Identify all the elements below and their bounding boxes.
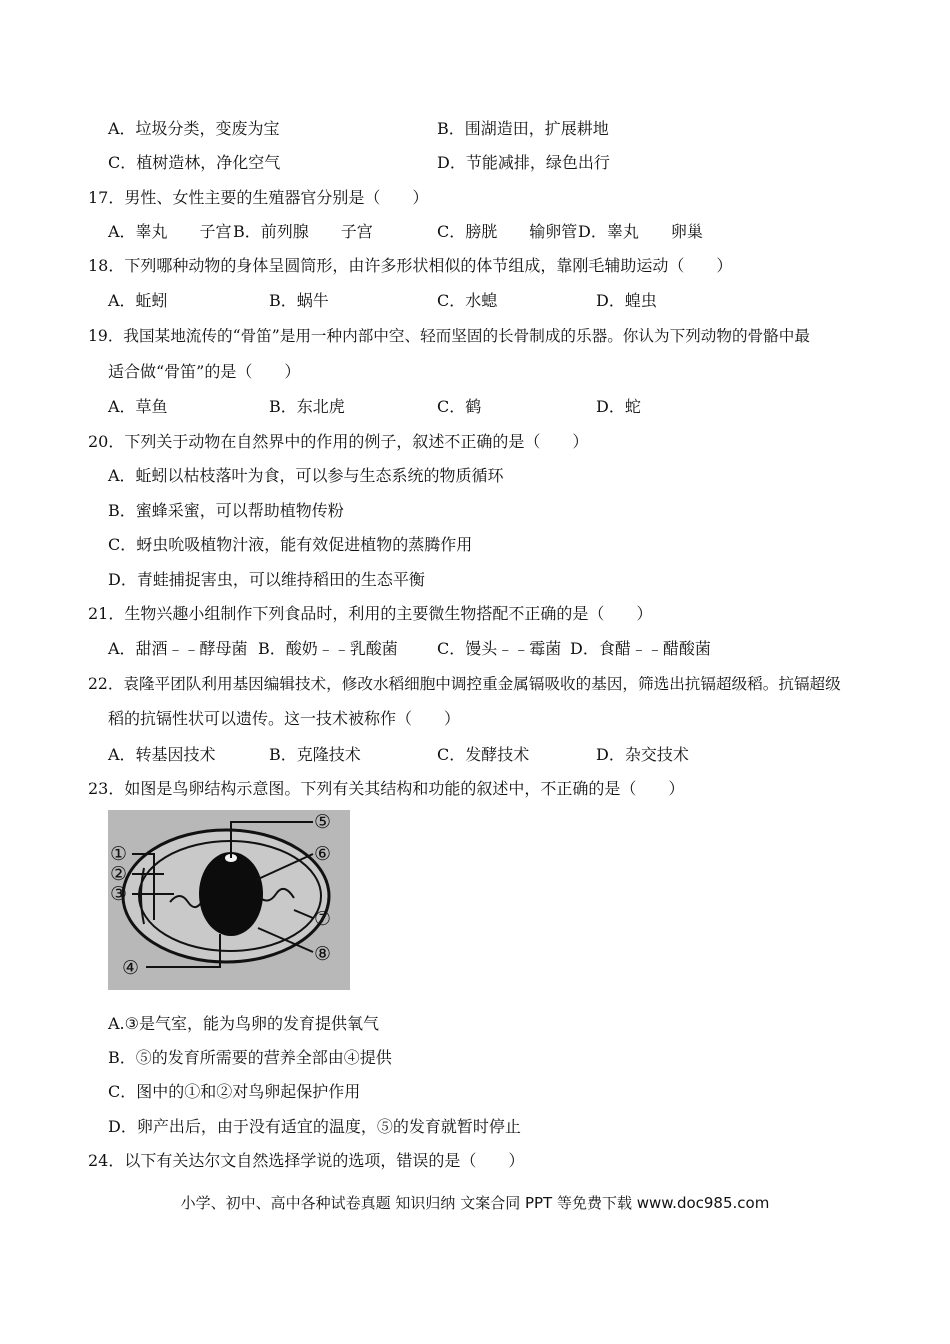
q21-stem: 21．生物兴趣小组制作下列食品时，利用的主要微生物搭配不正确的是（ ） xyxy=(88,604,653,623)
figure-label-4: ④ xyxy=(122,957,140,979)
q17-option-b: B．前列腺 子宫 xyxy=(233,222,373,241)
q17-stem: 17．男性、女性主要的生殖器官分别是（ ） xyxy=(88,188,429,207)
figure-label-8: ⑧ xyxy=(314,943,332,965)
q22-option-b: B．克隆技术 xyxy=(269,745,361,764)
q19-option-d: D．蛇 xyxy=(596,397,641,416)
q19-stem-line2: 适合做“骨笛”的是（ ） xyxy=(108,362,301,381)
q16-option-d: D．节能减排，绿色出行 xyxy=(437,153,610,172)
q23-stem: 23．如图是鸟卵结构示意图。下列有关其结构和功能的叙述中，不正确的是（ ） xyxy=(88,779,685,798)
q21-option-b: B．酸奶﹣﹣乳酸菌 xyxy=(258,639,398,658)
q21-option-a: A．甜酒﹣﹣酵母菌 xyxy=(108,639,248,658)
q18-stem: 18．下列哪种动物的身体呈圆筒形，由许多形状相似的体节组成，靠刚毛辅助运动（ ） xyxy=(88,256,733,275)
q18-option-b: B．蜗牛 xyxy=(269,291,329,310)
q19-option-c: C．鹤 xyxy=(437,397,482,416)
q19-option-b: B．东北虎 xyxy=(269,397,345,416)
figure-label-6: ⑥ xyxy=(314,843,332,865)
q22-stem-line1: 22．袁隆平团队利用基因编辑技术，修改水稻细胞中调控重金属镉吸收的基因，筛选出抗镉超级稻。抗镉超级 xyxy=(88,675,841,693)
q20-option-a: A．蚯蚓以枯枝落叶为食，可以参与生态系统的物质循环 xyxy=(108,466,504,485)
q16-option-c: C．植树造林，净化空气 xyxy=(108,153,281,172)
figure-label-3: ③ xyxy=(110,883,128,905)
bird-egg-structure-diagram xyxy=(108,810,350,990)
q18-option-d: D．蝗虫 xyxy=(596,291,657,310)
q21-option-c: C．馒头﹣﹣霉菌 xyxy=(437,639,562,658)
q20-option-b: B．蜜蜂采蜜，可以帮助植物传粉 xyxy=(108,501,344,520)
q20-option-d: D．青蛙捕捉害虫，可以维持稻田的生态平衡 xyxy=(108,570,425,589)
q19-option-a: A．草鱼 xyxy=(108,397,168,416)
q18-option-a: A．蚯蚓 xyxy=(108,291,168,310)
egg-yolk xyxy=(199,852,263,936)
q22-stem-line2: 稻的抗镉性状可以遗传。这一技术被称作（ ） xyxy=(108,709,461,728)
q23-option-d: D．卵产出后，由于没有适宜的温度，⑤的发育就暂时停止 xyxy=(108,1117,521,1136)
q22-option-d: D．杂交技术 xyxy=(596,745,689,764)
figure-label-2: ② xyxy=(110,863,128,885)
q16-option-b: B．围湖造田，扩展耕地 xyxy=(437,119,609,138)
figure-label-5: ⑤ xyxy=(314,811,332,833)
q19-stem-line1: 19．我国某地流传的“骨笛”是用一种内部中空、轻而坚固的长骨制成的乐器。你认为下列动物的骨骼中最 xyxy=(88,327,810,345)
page-footer: 小学、初中、高中各种试卷真题 知识归纳 文案合同 PPT 等免费下载 www.doc985.com xyxy=(180,1194,770,1212)
q17-option-c: C．膀胱 输卵管 xyxy=(437,222,578,241)
q17-option-d: D．睾丸 卵巢 xyxy=(578,222,703,241)
figure-label-7: ⑦ xyxy=(314,908,332,930)
q21-option-d: D．食醋﹣﹣醋酸菌 xyxy=(570,639,711,658)
q20-stem: 20．下列关于动物在自然界中的作用的例子，叙述不正确的是（ ） xyxy=(88,432,589,451)
q18-option-c: C．水螅 xyxy=(437,291,498,310)
q20-option-c: C．蚜虫吮吸植物汁液，能有效促进植物的蒸腾作用 xyxy=(108,535,473,554)
q24-stem: 24．以下有关达尔文自然选择学说的选项，错误的是（ ） xyxy=(88,1151,525,1170)
q17-option-a: A．睾丸 子宫 xyxy=(108,222,232,241)
figure-label-1: ① xyxy=(110,843,128,865)
q22-option-c: C．发酵技术 xyxy=(437,745,530,764)
q16-option-a: A．垃圾分类，变废为宝 xyxy=(108,119,280,138)
q23-option-a: A.③是气室，能为鸟卵的发育提供氧气 xyxy=(108,1014,379,1033)
q23-option-c: C．图中的①和②对鸟卵起保护作用 xyxy=(108,1082,361,1101)
q22-option-a: A．转基因技术 xyxy=(108,745,216,764)
q23-option-b: B．⑤的发育所需要的营养全部由④提供 xyxy=(108,1048,392,1067)
